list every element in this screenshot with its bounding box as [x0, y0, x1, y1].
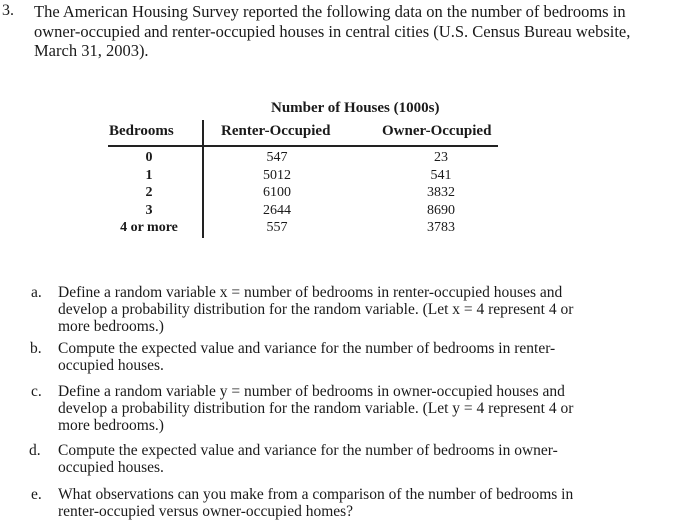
owner-cell: 23 — [434, 150, 448, 165]
table-caption: Number of Houses (1000s) — [271, 100, 440, 116]
question-line: more bedrooms.) — [58, 417, 164, 435]
question-text — [58, 284, 648, 336]
owner-cell: 3783 — [427, 220, 455, 236]
question-text — [58, 340, 648, 374]
question-letter: b. — [30, 340, 42, 357]
question-letter: e. — [31, 486, 42, 503]
bedrooms-cell: 4 or more — [120, 220, 178, 236]
header-bedrooms: Bedrooms — [109, 123, 174, 139]
header-renter-occupied: Renter-Occupied — [221, 123, 331, 139]
bedrooms-cell: 1 — [145, 167, 153, 183]
question-letter: d. — [29, 442, 41, 459]
bedrooms-cell: 3 — [145, 202, 153, 218]
question-line: Compute the expected value and variance for the number of bedrooms in owner- — [58, 442, 558, 459]
bedrooms-cell: 0 — [145, 150, 153, 165]
question-letter: c. — [31, 383, 42, 400]
renter-column — [254, 149, 300, 237]
intro-line: March 31, 2003). — [34, 41, 149, 60]
owner-cell: 541 — [430, 167, 452, 183]
problem-intro — [34, 2, 674, 61]
question-line: more bedrooms.) — [58, 318, 164, 336]
question-line: occupied houses. — [58, 459, 164, 477]
question-text — [58, 442, 648, 476]
renter-cell: 6100 — [263, 185, 291, 201]
renter-cell: 557 — [266, 220, 288, 236]
header-owner-occupied: Owner-Occupied — [382, 123, 492, 139]
owner-column — [418, 149, 464, 237]
question-line: What observations can you make from a comparison of the number of bedrooms in — [58, 486, 574, 503]
question-line: Define a random variable y = number of bedrooms in owner-occupied houses and — [58, 383, 565, 400]
table-header-rule — [108, 145, 498, 147]
owner-cell: 3832 — [427, 185, 455, 201]
bedrooms-column — [104, 149, 194, 237]
renter-cell: 5012 — [263, 167, 291, 183]
intro-line: owner-occupied and renter-occupied houses in central cities (U.S. Census Bureau website, — [34, 21, 631, 41]
question-letter: a. — [31, 284, 42, 301]
table-column-divider — [202, 120, 204, 238]
question-line: develop a probability distribution for the random variable. (Let y = 4 represent 4 or — [58, 400, 574, 418]
question-text — [58, 486, 648, 520]
renter-cell: 2644 — [263, 202, 291, 218]
bedrooms-cell: 2 — [145, 185, 153, 201]
question-line: renter-occupied versus owner-occupied homes? — [58, 503, 354, 521]
question-line: Define a random variable x = number of bedrooms in renter-occupied houses and — [58, 284, 563, 301]
question-text — [58, 383, 648, 435]
renter-cell: 547 — [266, 150, 288, 165]
question-line: occupied houses. — [58, 357, 164, 375]
question-line: Compute the expected value and variance for the number of bedrooms in renter- — [58, 340, 556, 357]
owner-cell: 8690 — [427, 202, 455, 218]
problem-number: 3. — [2, 2, 14, 19]
question-line: develop a probability distribution for the random variable. (Let x = 4 represent 4 or — [58, 301, 574, 319]
intro-line: The American Housing Survey reported the following data on the number of bedrooms in — [34, 2, 626, 21]
